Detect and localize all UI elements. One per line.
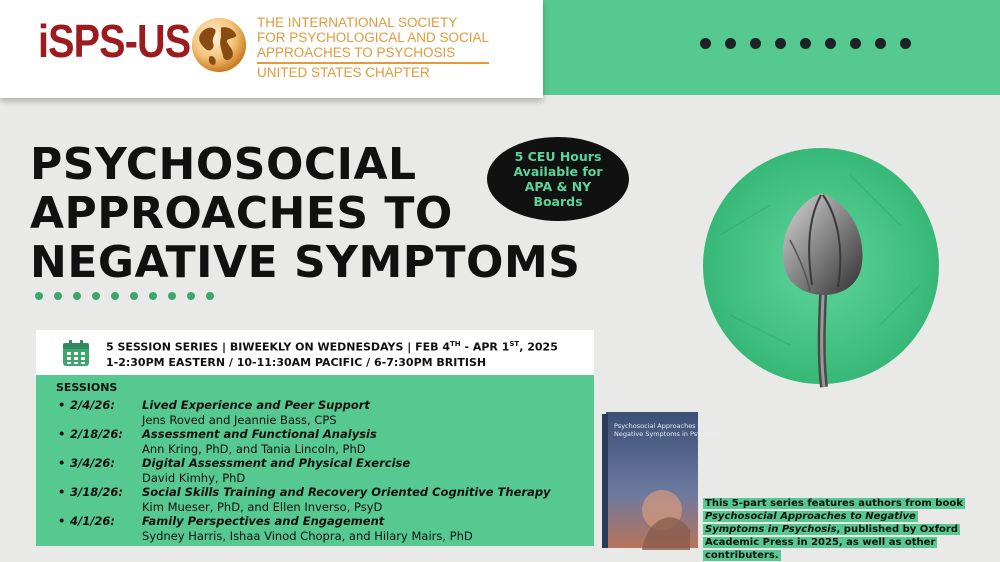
session-title: Family Perspectives and Engagement [142, 514, 385, 528]
session-speakers: David Kimhy, PhD [142, 470, 246, 485]
list-item [58, 456, 551, 485]
decorative-dot [700, 38, 711, 49]
session-speakers: Kim Mueser, PhD, and Ellen Inverso, PsyD [142, 499, 383, 514]
decorative-dot [54, 292, 62, 300]
series-times: 1-2:30PM EASTERN / 10-11:30AM PACIFIC / 6-7:30PM BRITISH [106, 356, 487, 369]
session-title: Lived Experience and Peer Support [142, 398, 370, 412]
decorative-dot [168, 292, 176, 300]
decorative-dot [35, 292, 43, 300]
decorative-dot [92, 292, 100, 300]
session-date: 3/18/26: [70, 485, 124, 499]
org-divider [257, 62, 489, 64]
decorative-dot [850, 38, 861, 49]
top-dot-row [700, 38, 911, 49]
session-speakers: Sydney Harris, Ishaa Vinod Chopra, and Hilary Mairs, PhD [142, 528, 473, 543]
decorative-dot [825, 38, 836, 49]
session-date: 2/4/26: [70, 398, 116, 412]
list-item [58, 514, 551, 543]
decorative-dot [149, 292, 157, 300]
bullet: • [58, 456, 66, 470]
session-speakers: Ann Kring, PhD, and Tania Lincoln, PhD [142, 441, 366, 456]
decorative-dot [206, 292, 214, 300]
session-title: Social Skills Training and Recovery Oriented Cognitive Therapy [142, 485, 551, 499]
page-title: PSYCHOSOCIAL APPROACHES TO NEGATIVE SYMPTOMS [30, 139, 581, 288]
list-item [58, 398, 551, 427]
bullet: • [58, 398, 66, 412]
org-name: THE INTERNATIONAL SOCIETY FOR PSYCHOLOGICAL AND SOCIAL APPROACHES TO PSYCHOSIS [257, 15, 490, 60]
svg-text:Psychosocial Approaches to: Psychosocial Approaches to [614, 422, 705, 430]
decorative-dot [130, 292, 138, 300]
mid-dot-row [35, 292, 214, 300]
decorative-dot [750, 38, 761, 49]
isps-us-logo: iSPS-US [38, 15, 191, 67]
decorative-dot [187, 292, 195, 300]
ceu-badge: 5 CEU Hours Available for APA & NY Boards [487, 137, 629, 221]
session-title: Digital Assessment and Physical Exercise [142, 456, 411, 470]
decorative-dot [775, 38, 786, 49]
bullet: • [58, 514, 66, 528]
decorative-dot [800, 38, 811, 49]
sessions-box [36, 375, 594, 546]
list-item [58, 427, 551, 456]
session-date: 4/1/26: [70, 514, 116, 528]
session-speakers: Jens Roved and Jeannie Bass, CPS [142, 412, 337, 427]
decorative-dot [111, 292, 119, 300]
book-blurb: This 5-part series features authors from book Psychosocial Approaches to Negative Symptoms in Psychosis, published by Oxford Academic Press in 2025, as well as other contributers. [705, 498, 963, 561]
book-cover-image [602, 410, 722, 550]
session-date: 3/4/26: [70, 456, 116, 470]
decorative-dot [875, 38, 886, 49]
schedule-box [36, 330, 594, 375]
globe-icon [190, 16, 248, 74]
session-date: 2/18/26: [70, 427, 124, 441]
logo-card [0, 0, 543, 98]
decorative-dot [73, 292, 81, 300]
chapter-name: UNITED STATES CHAPTER [257, 65, 430, 80]
bullet: • [58, 485, 66, 499]
calendar-icon [61, 338, 91, 368]
series-dates: 5 SESSION SERIES | BIWEEKLY ON WEDNESDAYS | FEB 4TH - APR 1ST, 2025 [106, 340, 558, 354]
session-title: Assessment and Functional Analysis [142, 427, 377, 441]
list-item [58, 485, 551, 514]
sessions-list [58, 398, 551, 543]
flower-bud-image [700, 145, 942, 387]
decorative-dot [725, 38, 736, 49]
svg-text:Negative Symptoms in Psychosis: Negative Symptoms in Psychosis [614, 430, 722, 438]
bullet: • [58, 427, 66, 441]
decorative-dot [900, 38, 911, 49]
sessions-heading: SESSIONS [56, 381, 118, 394]
